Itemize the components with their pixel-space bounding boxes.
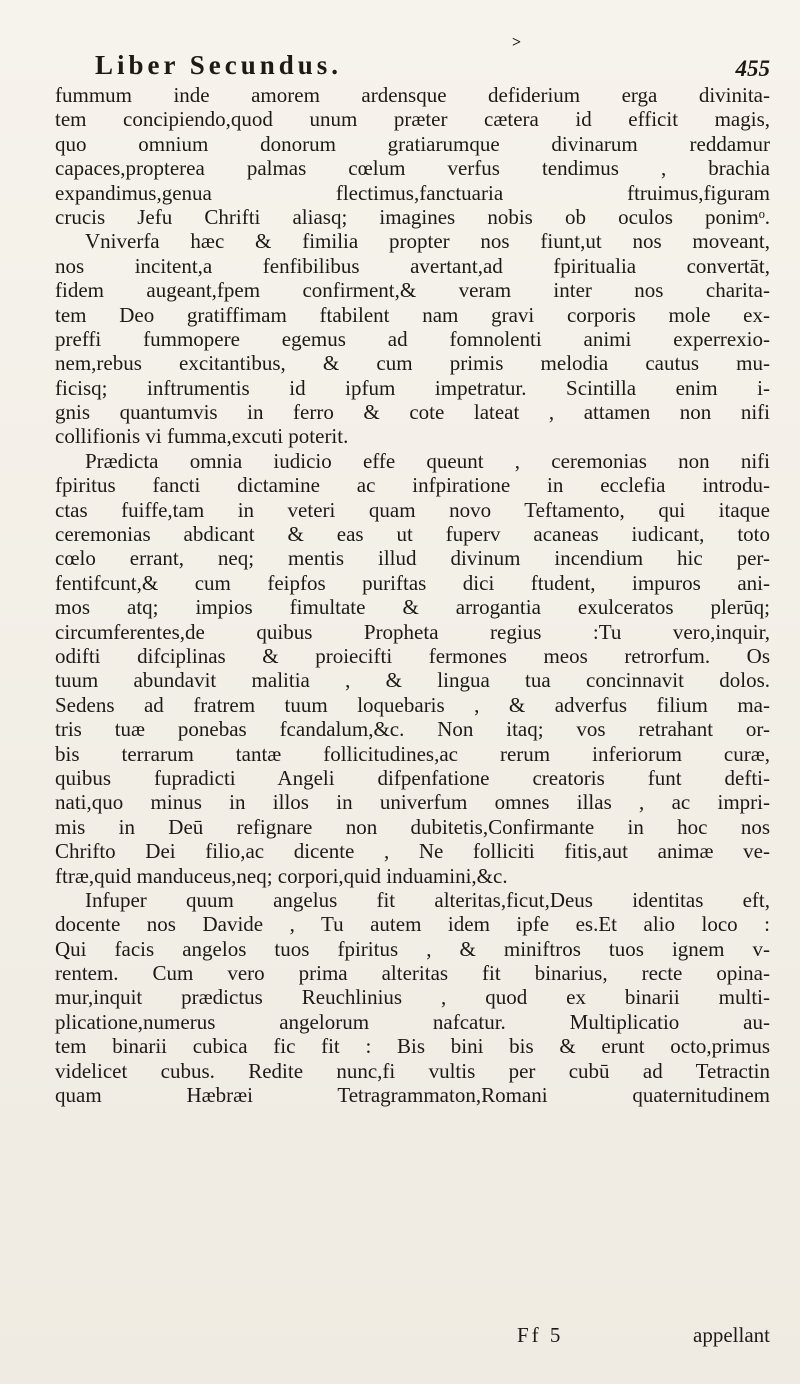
paragraph-end-line: ftræ,quid manduceus,neq; corpori,quid induamini,&c.	[55, 863, 508, 888]
page-footer	[55, 1323, 770, 1351]
text-line: ficisq; inftrumentis id ipfum impetratur. Scintilla enim i-	[55, 375, 770, 400]
text-line: tuum abundavit malitia , & lingua tua concinnavit dolos.	[55, 668, 770, 693]
text-line: tris tuæ ponebas fcandalum,&c. Non itaq; vos retrahant or-	[55, 717, 770, 742]
catchword: appellant	[693, 1323, 770, 1347]
text-line: quo omnium donorum gratiarumque divinarum reddamur	[55, 131, 770, 156]
text-line: docente nos Davide , Tu autem idem ipfe es.Et alio loco :	[55, 912, 770, 937]
paragraph-start-line: Infuper quum angelus fit alteritas,ficut,Deus identitas eft,	[85, 887, 770, 912]
paragraph-start-line: Prædicta omnia iudicio effe queunt , ceremonias non nifi	[85, 448, 770, 473]
paragraph-start-line: Vniverfa hæc & fimilia propter nos fiunt,ut nos moveant,	[85, 229, 770, 254]
text-line: fummum inde amorem ardensque defiderium erga divinita-	[55, 83, 770, 107]
text-line: ctas fuiffe,tam in veteri quam novo Teftamento, qui itaque	[55, 497, 770, 522]
body-text	[55, 83, 770, 1107]
text-line: nati,quo minus in illos in univerfum omnes illas , ac impri-	[55, 790, 770, 815]
text-line: gnis quantumvis in ferro & cote lateat , attamen non nifi	[55, 400, 770, 425]
text-line: expandimus,genua flectimus,fanctuaria ftruimus,figuram	[55, 180, 770, 205]
text-line: bis terrarum tantæ follicitudines,ac rerum inferiorum curæ,	[55, 741, 770, 766]
text-line: fpiritus fancti dictamine ac infpiratione in ecclefia introdu-	[55, 473, 770, 498]
text-line: Qui facis angelos tuos fpiritus , & miniftros tuos ignem v-	[55, 936, 770, 961]
text-line: tem Deo gratiffimam ftabilent nam gravi corporis mole ex-	[55, 302, 770, 327]
text-line: fentifcunt,& cum feipfos puriftas dici ftudent, impuros ani-	[55, 570, 770, 595]
printer-mark: >	[512, 34, 522, 51]
text-line: circumferentes,de quibus Propheta regius :Tu vero,inquir,	[55, 619, 770, 644]
text-line: Sedens ad fratrem tuum loquebaris , & adverfus filium ma-	[55, 692, 770, 717]
text-line: crucis Jefu Chrifti aliasq; imagines nobis ob oculos ponimᵒ.	[55, 204, 770, 229]
paragraph-end-line: collifionis vi fumma,excuti poterit.	[55, 424, 349, 449]
text-line: nem,rebus excitantibus, & cum primis melodia cautus mu-	[55, 351, 770, 376]
text-line: nos incitent,a fenfibilibus avertant,ad fpiritualia convertāt,	[55, 253, 770, 278]
text-line: tem concipiendo,quod unum præter cætera id efficit magis,	[55, 107, 770, 132]
text-line: mis in Deū refignare non dubitetis,Confirmante in hoc nos	[55, 814, 770, 839]
text-line: capaces,propterea palmas cœlum verfus tendimus , brachia	[55, 156, 770, 181]
text-line: cœlo errant, neq; mentis illud divinum incendium hic per-	[55, 546, 770, 571]
signature-mark: Ff 5	[517, 1323, 564, 1347]
page-number: 455	[735, 56, 770, 81]
text-line: rentem. Cum vero prima alteritas fit binarius, recte opina-	[55, 961, 770, 986]
text-line: preffi fummopere egemus ad fomnolenti animi experrexio-	[55, 326, 770, 351]
page-header	[55, 50, 770, 86]
text-line: tem binarii cubica fic fit : Bis bini bis & erunt octo,primus	[55, 1034, 770, 1059]
text-line: odifti difciplinas & proiecifti fermones meos retrorfum. Os	[55, 643, 770, 668]
text-line: Chrifto Dei filio,ac dicente , Ne folliciti fitis,aut animæ ve-	[55, 839, 770, 864]
text-line: fidem augeant,fpem confirment,& veram inter nos charita-	[55, 278, 770, 303]
text-line: quibus fupradicti Angeli difpenfatione creatoris funt defti-	[55, 765, 770, 790]
text-line: mur,inquit prædictus Reuchlinius , quod ex binarii multi-	[55, 985, 770, 1010]
text-line: mos atq; impios fimultate & arrogantia exulceratos plerūq;	[55, 595, 770, 620]
text-line: quam Hæbræi Tetragrammaton,Romani quaternitudinem	[55, 1083, 770, 1108]
text-line: videlicet cubus. Redite nunc,fi vultis per cubū ad Tetractin	[55, 1058, 770, 1083]
running-title: Liber Secundus.	[95, 50, 343, 80]
text-line: plicatione,numerus angelorum nafcatur. Multiplicatio au-	[55, 1009, 770, 1034]
text-line: ceremonias abdicant & eas ut fuperv acaneas iudicant, toto	[55, 522, 770, 547]
